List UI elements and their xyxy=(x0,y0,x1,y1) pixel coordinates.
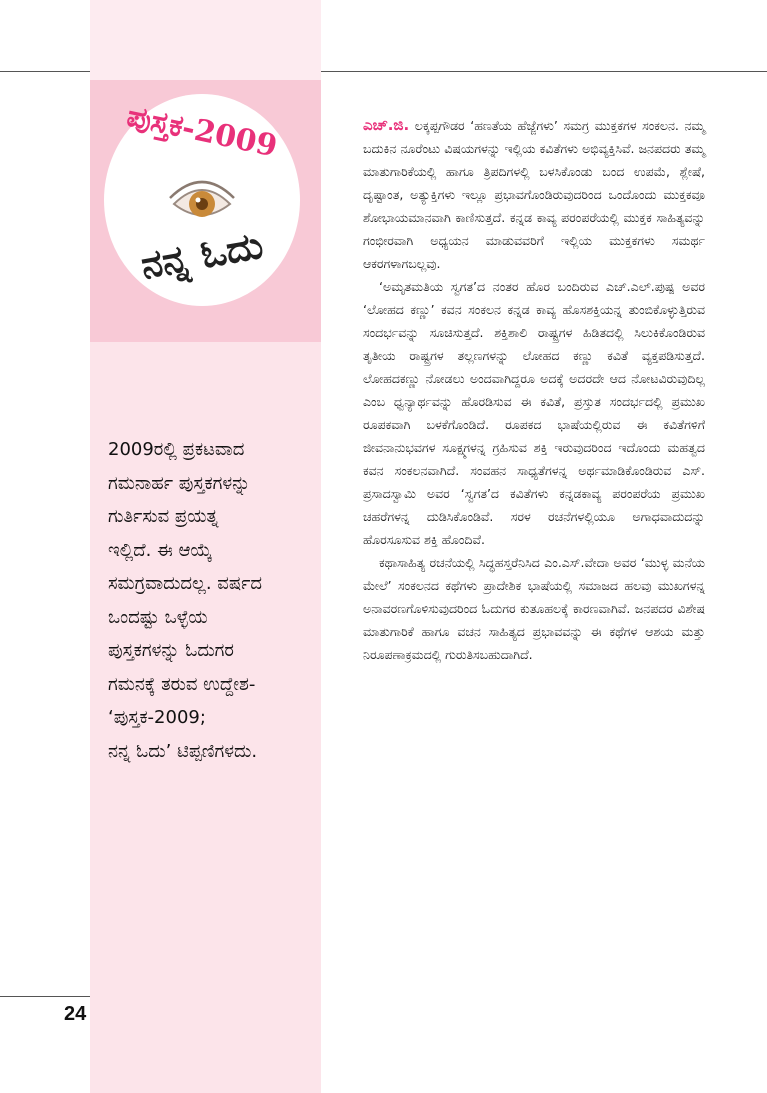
intro-line: ಗುರ್ತಿಸುವ ಪ್ರಯತ್ನ xyxy=(108,506,219,527)
article-paragraph-1 xyxy=(363,114,705,275)
intro-line: ಸಮಗ್ರವಾದುದಲ್ಲ. ವರ್ಷದ xyxy=(108,573,263,594)
top-rule-left xyxy=(0,71,90,72)
article-body xyxy=(363,114,705,666)
page-number: 24 xyxy=(64,1003,87,1025)
feature-subtitle: ನನ್ನ ಓದು xyxy=(137,221,267,288)
intro-text xyxy=(108,433,314,768)
article-lead: ಎಚ್.ಜಿ. xyxy=(363,116,410,134)
intro-line: ಪುಸ್ತಕಗಳನ್ನು ಓದುಗರ xyxy=(108,640,234,661)
bottom-rule xyxy=(0,996,90,997)
article-paragraph-1-text: ಲಕ್ಕಪ್ಪಗೌಡರ ‘ಹಣತೆಯ ಹೆಜ್ಜೆಗಳು’ ಸಮಗ್ರ ಮುಕ್ತಕಗಳ ಸಂಕಲನ. ನಮ್ಮ ಬದುಕಿನ ನೂರೆಂಟು ವಿಷಯಗಳನ್ನು ಇಲ್ಲಿಯ ಕವಿತೆಗಳು ಅಭಿವ್ಯಕ್ತಿಸಿವೆ. ಜನಪದರು ತಮ್ಮ ಮಾತುಗಾರಿಕೆಯಲ್ಲಿ ಹಾಗೂ ತ್ರಿಪದಿಗಳಲ್ಲಿ ಬಳಸಿಕೊಂಡು ಬಂದ ಉಪಮೆ, ಶ್ಲೇಷೆ, ದೃಷ್ಟಾಂತ, ಅತ್ಯುಕ್ತಿಗಳು ಇಲ್ಲೂ ಪ್ರಭಾವಗೊಂಡಿರುವುದರಿಂದ ಒಂದೊಂದು ಮುಕ್ತಕವೂ ಶೋಭಾಯಮಾನವಾಗಿ ಕಾಣಿಸುತ್ತದೆ. ಕನ್ನಡ ಕಾವ್ಯ ಪರಂಪರೆಯಲ್ಲಿ ಮುಕ್ತಕ ಸಾಹಿತ್ಯವನ್ನು ಗಂಭೀರವಾಗಿ ಅಧ್ಯಯನ ಮಾಡುವವರಿಗೆ ಇಲ್ಲಿಯ ಮುಕ್ತಕಗಳು ಸಮರ್ಥ ಆಕರಗಳಾಗಬಲ್ಲವು. xyxy=(363,118,705,271)
intro-line: ನನ್ನ ಓದು’ ಟಿಪ್ಪಣಿಗಳದು. xyxy=(108,740,258,762)
intro-line: 2009ರಲ್ಲಿ ಪ್ರಕಟವಾದ xyxy=(108,439,245,460)
feature-badge xyxy=(104,94,300,306)
intro-line: ಗಮನಕ್ಕೆ ತರುವ ಉದ್ದೇಶ- xyxy=(108,673,256,695)
intro-line: ಇಲ್ಲಿದೆ. ಈ ಆಯ್ಕೆ xyxy=(108,539,213,561)
article-paragraph-2: ‘ಅಮೃತಮತಿಯ ಸ್ವಗತ’ದ ನಂತರ ಹೊರ ಬಂದಿರುವ ಎಚ್.ಎಲ್.ಪುಷ್ಪ ಅವರ ‘ಲೋಹದ ಕಣ್ಣು’ ಕವನ ಸಂಕಲನ ಕನ್ನಡ ಕಾವ್ಯ ಹೊಸಶಕ್ತಿಯನ್ನ ತುಂಬಿಕೊಳ್ಳುತ್ತಿರುವ ಸಂದರ್ಭವನ್ನು ಸೂಚಿಸುತ್ತದೆ. ಶಕ್ತಿಶಾಲಿ ರಾಷ್ಟ್ರಗಳ ಹಿಡಿತದಲ್ಲಿ ಸಿಲುಕಿಕೊಂಡಿರುವ ತೃತೀಯ ರಾಷ್ಟ್ರಗಳ ತಲ್ಲಣಗಳನ್ನು ಲೋಹದ ಕಣ್ಣು ಕವಿತೆ ವ್ಯಕ್ತಪಡಿಸುತ್ತದೆ. ಲೋಹದಕಣ್ಣು ನೋಡಲು ಅಂದವಾಗಿದ್ದರೂ ಅದಕ್ಕೆ ಅದರದೇ ಆದ ನೋಟವಿರುವುದಿಲ್ಲ ಎಂಬ ಧ್ವನ್ಯಾರ್ಥವನ್ನು ಹೊರಡಿಸುವ ಈ ಕವಿತೆ, ಪ್ರಸ್ತುತ ಸಂದರ್ಭದಲ್ಲಿ ಪ್ರಮುಖ ರೂಪಕವಾಗಿ ಬಳಕೆಗೊಂಡಿದೆ. ರೂಪಕದ ಭಾಷೆಯಲ್ಲಿರುವ ಈ ಕವಿತೆಗಳಿಗೆ ಜೀವನಾನುಭವಗಳ ಸೂಕ್ಷ್ಮಗಳನ್ನ ಗ್ರಹಿಸುವ ಶಕ್ತಿ ಇರುವುದರಿಂದ ಇದೊಂದು ಮಹತ್ವದ ಕವನ ಸಂಕಲನವಾಗಿದೆ. ಸಂವಹನ ಸಾಧ್ಯತೆಗಳನ್ನ ಅರ್ಥಮಾಡಿಕೊಂಡಿರುವ ಎಸ್. ಪ್ರಸಾದಸ್ವಾಮಿ ಅವರ ‘ಸ್ವಗತ’ದ ಕವಿತೆಗಳು ಕನ್ನಡಕಾವ್ಯ ಪರಂಪರೆಯ ಪ್ರಮುಖ ಚಹರೆಗಳನ್ನ ದುಡಿಸಿಕೊಂಡಿವೆ. ಸರಳ ರಚನೆಗಳಲ್ಲಿಯೂ ಅಗಾಧವಾದುದನ್ನು ಹೊರಸೂಸುವ ಶಕ್ತಿ ಹೊಂದಿವೆ. xyxy=(363,279,705,547)
article-paragraph-3: ಕಥಾಸಾಹಿತ್ಯ ರಚನೆಯಲ್ಲಿ ಸಿದ್ಧಹಸ್ತರೆನಿಸಿದ ಎಂ.ಎಸ್.ವೇದಾ ಅವರ ‘ಮುಳ್ಳ ಮನೆಯ ಮೇಲೆ’ ಸಂಕಲನದ ಕಥೆಗಳು ಪ್ರಾದೇಶಿಕ ಭಾಷೆಯಲ್ಲಿ ಸಮಾಜದ ಹಲವು ಮುಖಗಳನ್ನ ಅನಾವರಣಗೊಳಿಸುವುದರಿಂದ ಓದುಗರ ಕುತೂಹಲಕ್ಕೆ ಕಾರಣವಾಗಿವೆ. ಜನಪದರ ವಿಶೇಷ ಮಾತುಗಾರಿಕೆ ಹಾಗೂ ವಚನ ಸಾಹಿತ್ಯದ ಪ್ರಭಾವವನ್ನು ಈ ಕಥೆಗಳ ಆಶಯ ಮತ್ತು ನಿರೂಪಣಾಕ್ರಮದಲ್ಲಿ ಗುರುತಿಸಬಹುದಾಗಿದೆ. xyxy=(363,555,705,662)
sidebar-top xyxy=(90,0,321,80)
intro-line: ಒಂದಷ್ಟು ಒಳ್ಳೆಯ xyxy=(108,606,208,628)
intro-line: ಗಮನಾರ್ಹ ಪುಸ್ತಕಗಳನ್ನು xyxy=(108,472,251,494)
intro-line: ‘ಪುಸ್ತಕ-2009; xyxy=(108,707,206,728)
top-rule-right xyxy=(321,71,767,72)
feature-title: ಪುಸ್ತಕ-2009 xyxy=(123,98,281,165)
